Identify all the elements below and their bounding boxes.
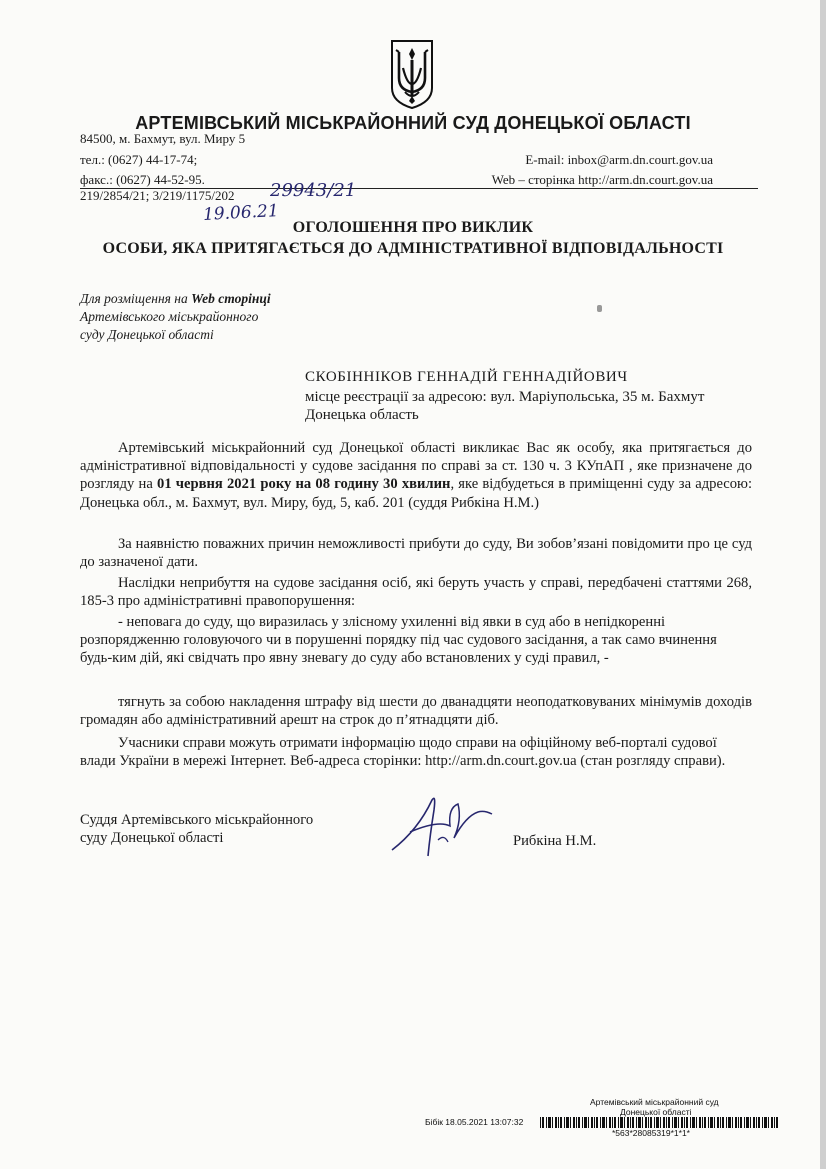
stamp-court-line1: Артемівський міськрайонний суд xyxy=(590,1097,719,1107)
placement-note-prefix: Для розміщення на xyxy=(80,291,192,306)
court-phone: тел.: (0627) 44-17-74; xyxy=(80,152,198,167)
addressee-block xyxy=(305,368,704,424)
paragraph-consequences: Наслідки неприбуття на судове засідання осіб, які беруть участь у справі, передбачені статтями 268, 185-3 про адміністративні правопорушення: xyxy=(80,575,752,610)
addressee-registration: місце реєстрації за адресою: вул. Маріупольська, 35 м. Бахмут xyxy=(305,389,705,405)
court-fax: факс.: (0627) 44-52-95. xyxy=(80,172,205,187)
paragraph-penalty: тягнуть за собою накладення штрафу від шести до дванадцяти неоподатковуваних мінімумів доходів громадян або адміністративний арешт на строк до п’ятнадцяти діб. xyxy=(80,694,752,729)
barcode xyxy=(540,1117,780,1128)
paragraph-notify: За наявністю поважних причин неможливості прибути до суду, Ви зобов’язані повідомити про це суд до зазначеної дати. xyxy=(80,536,752,571)
handwritten-registration-date: 19.06.21 xyxy=(202,201,280,225)
stamp-barcode-number: *563*28085319*1*1* xyxy=(612,1128,690,1138)
notice-title-line2: ОСОБИ, ЯКА ПРИТЯГАЄТЬСЯ ДО АДМІНІСТРАТИВНОЇ ВІДПОВІДАЛЬНОСТІ xyxy=(102,240,724,257)
court-address: 84500, м. Бахмут, вул. Миру 5 xyxy=(80,131,246,146)
handwritten-registration-number: 29943/21 xyxy=(270,180,357,201)
judge-name: Рибкіна Н.М. xyxy=(513,833,597,849)
scan-edge xyxy=(820,0,826,1169)
coat-of-arms-icon xyxy=(389,38,435,110)
placement-note-web: Web сторінці xyxy=(191,291,271,306)
summons-text-a: Артемівський міськрайонний суд Донецької області викликає Вас як особу, яка притягається до адміністративної відповідальності у судове засідання по справі за ст. 130 ч. 3 КУпАП , яке призначене до розгляду на xyxy=(80,440,752,493)
paragraph-info: Учасники справи можуть отримати інформацію щодо справи на офіційному веб-порталі судової влади України в мережі Інтернет. Веб-адреса сторінки: http://arm.dn.court.gov.ua (стан розгляду справи). xyxy=(80,735,726,770)
paragraph-summons xyxy=(80,439,752,512)
notice-title-line1: ОГОЛОШЕННЯ ПРО ВИКЛИК xyxy=(292,219,534,236)
court-name: АРТЕМІВСЬКИЙ МІСЬКРАЙОННИЙ СУД ДОНЕЦЬКОЇ ОБЛАСТІ xyxy=(135,113,691,133)
addressee-region: Донецька область xyxy=(305,407,419,423)
placement-note xyxy=(80,290,271,344)
placement-note-line3: суду Донецької області xyxy=(80,327,214,342)
paragraph-contempt: - неповага до суду, що виразилась у злісному ухиленні від явки в суд або в непідкоренні розпорядженню головуючого чи в порушенні порядку під час судового засідання, а так само вчинення будь-ким дій, які свідчать про явну зневагу до суду або встановлених у суді правил, - xyxy=(80,614,717,667)
scan-speck xyxy=(597,305,602,312)
judge-title-line1: Суддя Артемівського міськрайонного xyxy=(80,812,314,828)
court-website: Web – сторінка http://arm.dn.court.gov.ua xyxy=(491,172,713,187)
handwritten-signature xyxy=(388,790,498,860)
summons-text-b: , яке відбудеться в приміщенні суду за адресою: Донецька обл., м. Бахмут, вул. Миру, буд, 5, каб. 201 (суддя Рибкіна Н.М.) xyxy=(80,476,753,511)
addressee-name: СКОБІННІКОВ ГЕННАДІЙ ГЕННАДІЙОВИЧ xyxy=(305,369,628,385)
court-email: E-mail: inbox@arm.dn.court.gov.ua xyxy=(525,152,713,167)
stamp-user-time: Бібік 18.05.2021 13:07:32 xyxy=(425,1117,524,1127)
hearing-datetime: 01 червня 2021 року на 08 годину 30 хвилин xyxy=(157,476,451,493)
judge-title xyxy=(80,811,313,847)
judge-title-line2: суду Донецької області xyxy=(80,830,224,846)
placement-note-line2: Артемівського міськрайонного xyxy=(80,309,259,324)
stamp-court-line2: Донецької області xyxy=(620,1107,692,1117)
case-numbers: 219/2854/21; 3/219/1175/202 xyxy=(80,188,235,203)
